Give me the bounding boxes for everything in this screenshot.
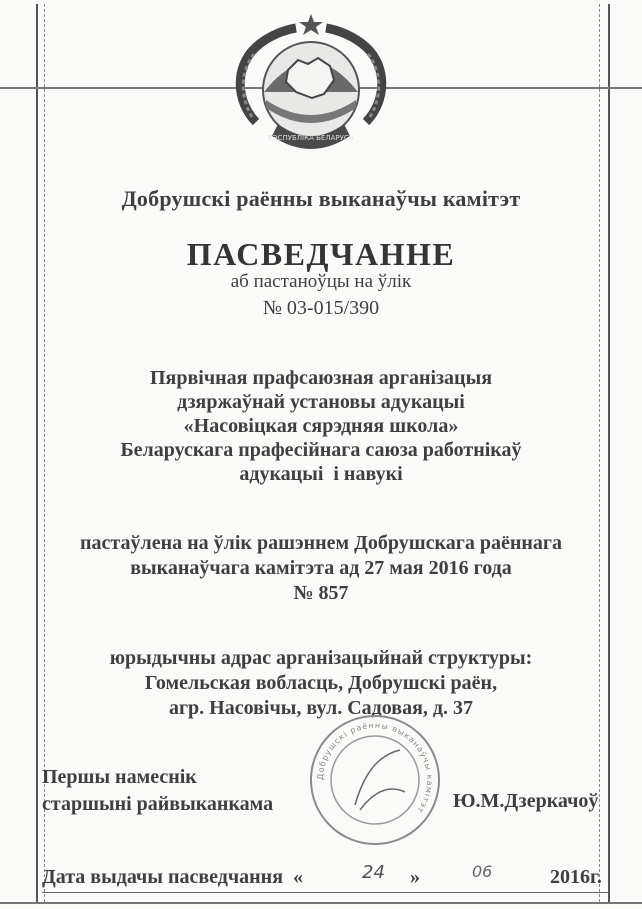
- seal-text: Добрушскі раённы выканаўчы камітэт: [315, 720, 435, 816]
- certificate-number: № 03-015/390: [262, 297, 380, 319]
- organization-line: адукацыі і навукі: [239, 463, 403, 485]
- svg-text:РЭСПУБЛІКА БЕЛАРУСЬ: [268, 134, 353, 142]
- document-subtitle: аб пастаноўцы на ўлік: [230, 271, 412, 292]
- issue-date-day: 24: [362, 862, 385, 883]
- address-line: юрыдычны адрас арганізацыйнай структуры:: [109, 647, 533, 669]
- registration-line: пастаўлена на ўлік рашэннем Добрушскага раённага: [80, 532, 562, 554]
- issue-date-label: Дата выдачы пасведчання «: [42, 866, 304, 888]
- issue-date-year: 2016г.: [550, 866, 602, 888]
- signatory-name: Ю.М.Дзеркачоў: [453, 790, 599, 812]
- registration-line: выканаўчага камітэта ад 27 мая 2016 года: [130, 557, 512, 579]
- organization-line: дзяржаўнай установы адукацыі: [177, 391, 465, 413]
- organization-line: Беларускага прафесійнага саюза работнікаў: [120, 439, 522, 461]
- committee-name: Добрушскі раённы выканаўчы камітэт: [121, 186, 521, 211]
- official-seal-icon: [305, 710, 445, 850]
- address-line: агр. Насовічы, вул. Садовая, д. 37: [168, 697, 474, 719]
- coat-of-arms-icon: [226, 12, 396, 162]
- date-underline: [42, 892, 608, 893]
- signatory-position-line: старшыні райвыканкама: [42, 793, 274, 815]
- registration-block: [0, 531, 642, 606]
- issue-date-month: 06: [472, 862, 493, 881]
- document-title: ПАСВЕДЧАННЕ: [186, 236, 456, 272]
- svg-text:Добрушскі раённы выканаўчы кам: [316, 721, 434, 815]
- organization-block: [0, 366, 642, 486]
- organization-line: «Насовіцкая сярэдняя школа»: [183, 415, 459, 437]
- signatory-position: [42, 764, 273, 818]
- registration-line: № 857: [293, 582, 349, 604]
- issue-date-quote: »: [410, 866, 420, 888]
- address-line: Гомельская вобласць, Добрушскі раён,: [144, 672, 498, 694]
- signatory-position-line: Першы намеснік: [42, 766, 197, 788]
- scan-line-bottom: [0, 902, 642, 904]
- emblem-ribbon-text: РЭСПУБЛІКА БЕЛАРУСЬ: [268, 134, 354, 142]
- organization-line: Пярвічная прафсаюзная арганізацыя: [149, 367, 493, 389]
